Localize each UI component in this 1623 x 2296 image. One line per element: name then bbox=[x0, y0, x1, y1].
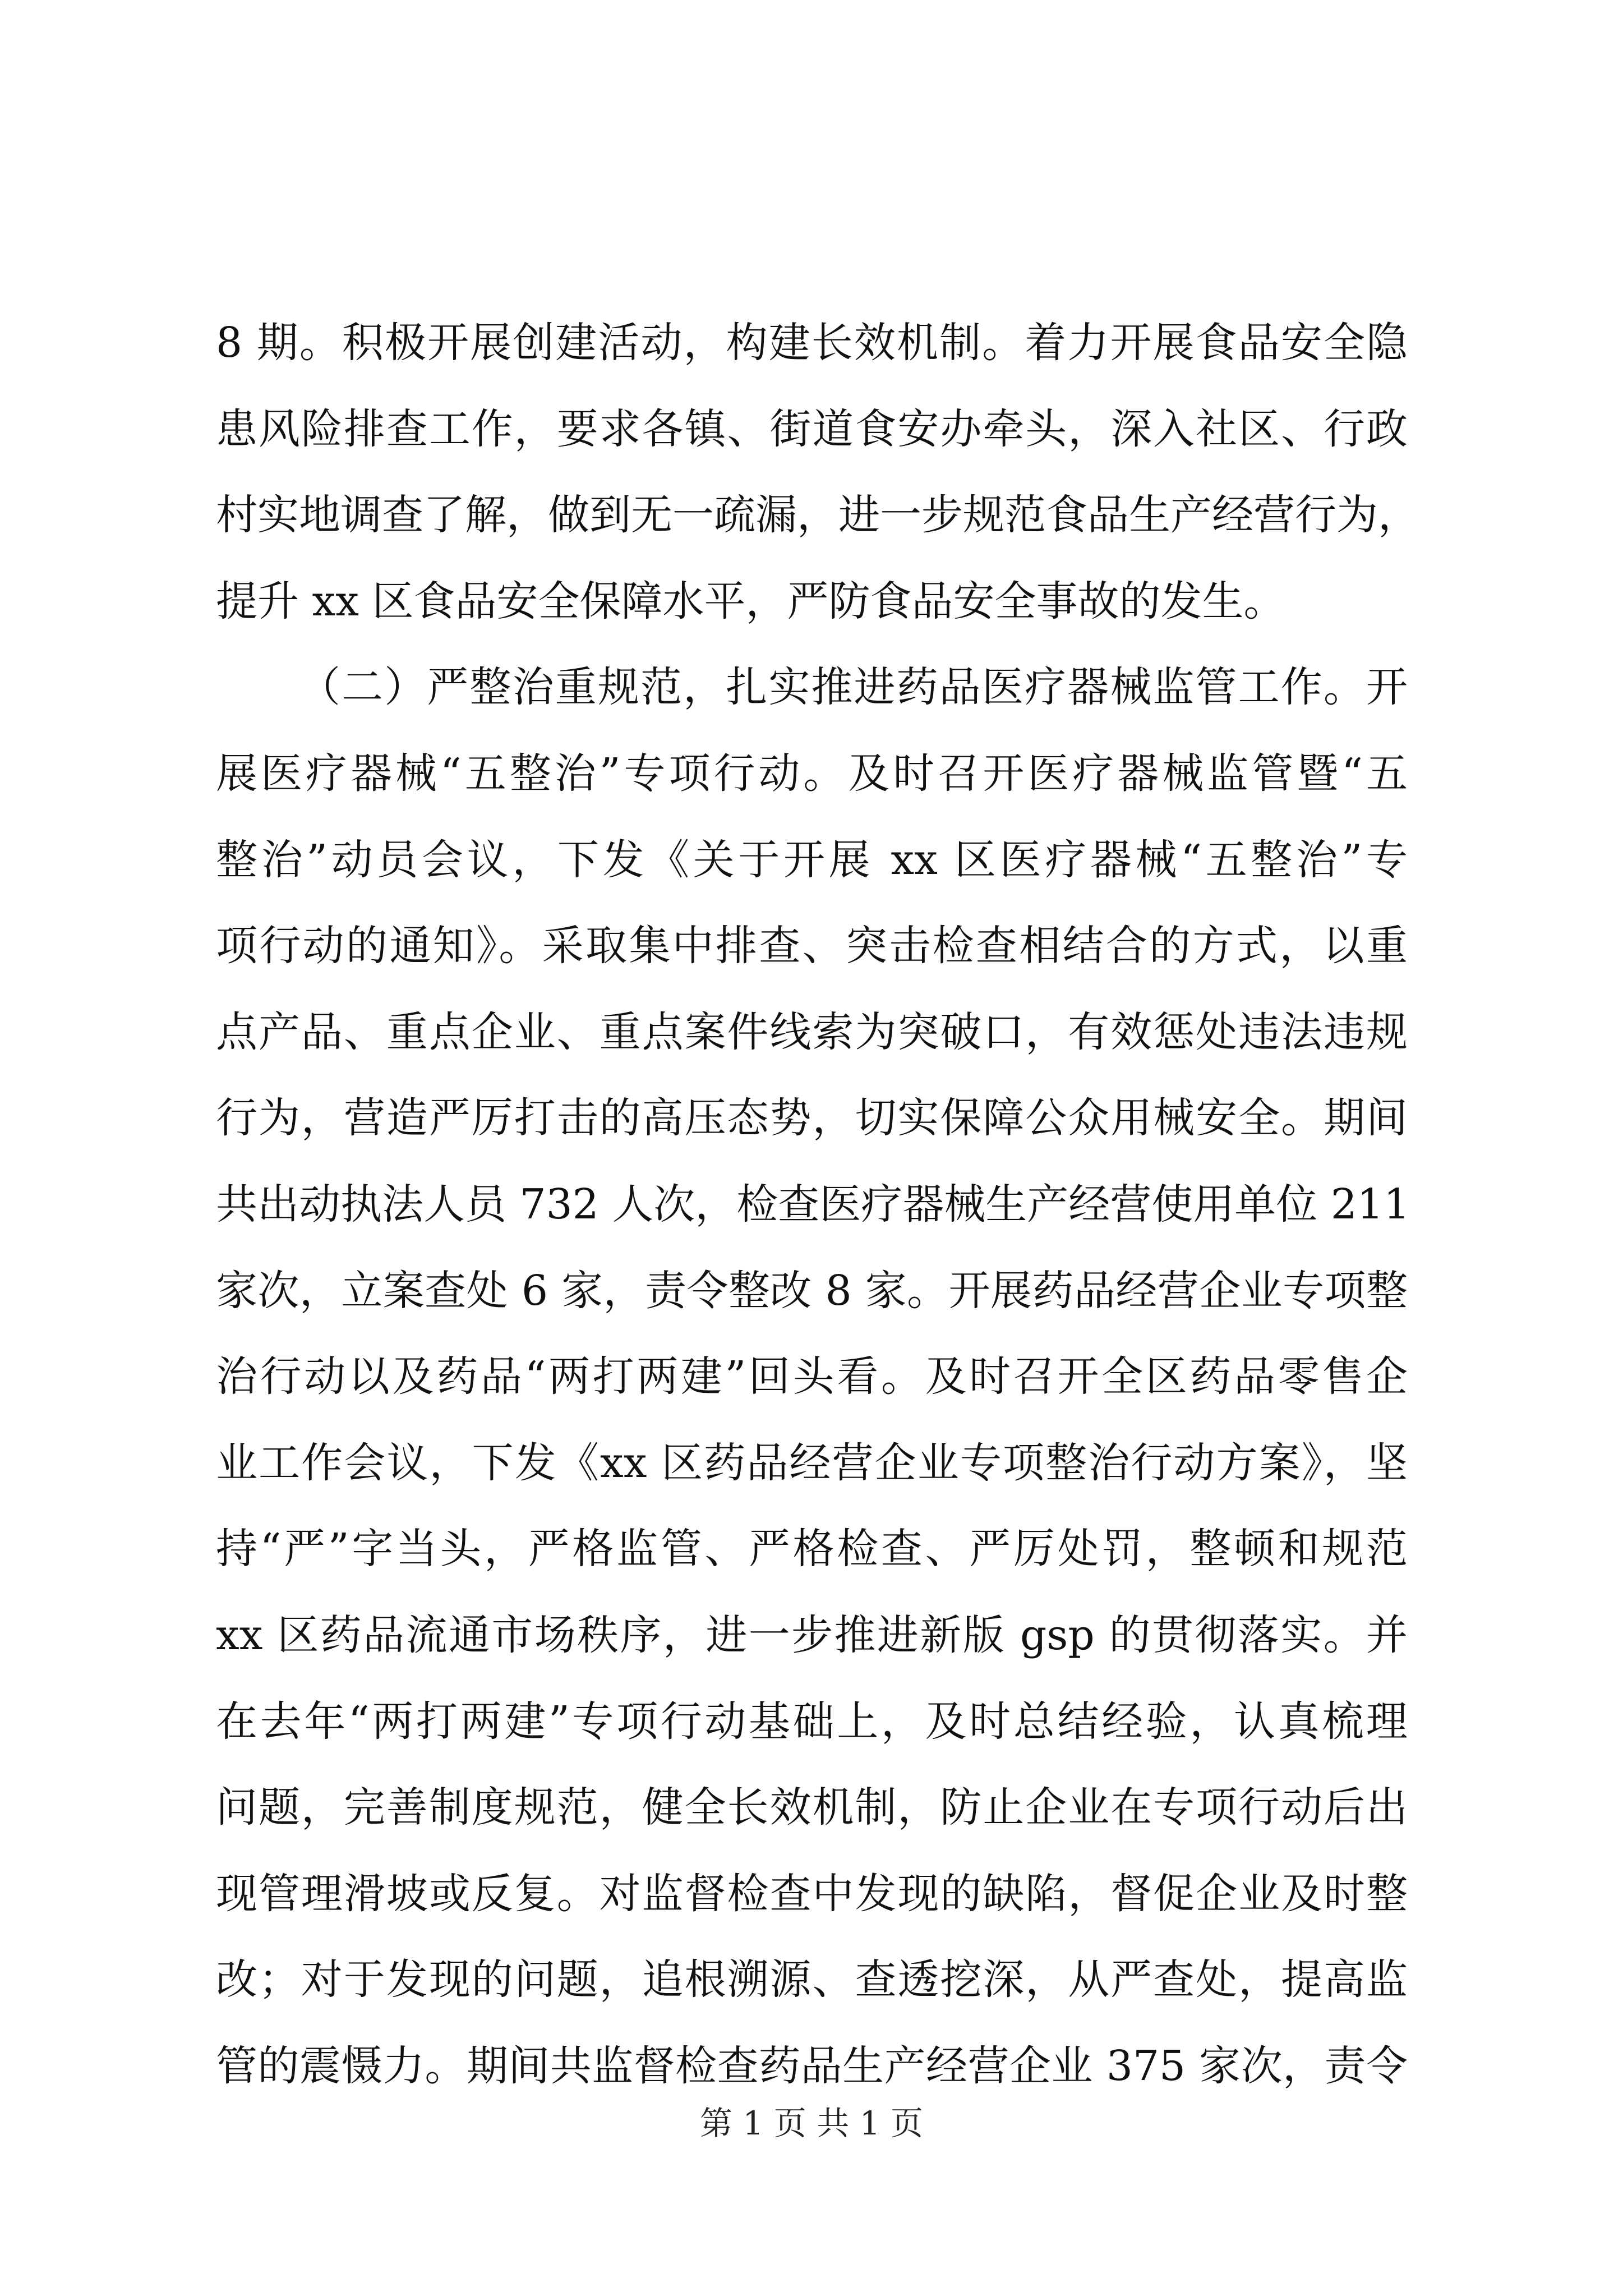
text-line: 整治”动员会议，下发《关于开展 xx 区医疗器械“五整治”专 bbox=[216, 835, 1408, 884]
text-line: 问题，完善制度规范，健全长效机制，防止企业在专项行动后出 bbox=[216, 1783, 1408, 1832]
text-line: 项行动的通知》。采取集中排查、突击检查相结合的方式，以重 bbox=[216, 922, 1408, 970]
text-line: 展医疗器械“五整治”专项行动。及时召开医疗器械监管暨“五 bbox=[216, 749, 1408, 798]
text-line: xx 区药品流通市场秩序，进一步推进新版 gsp 的贯彻落实。并 bbox=[216, 1611, 1408, 1659]
document-body bbox=[216, 300, 1419, 2109]
text-line: 行为，营造严厉打击的高压态势，切实保障公众用械安全。期间 bbox=[216, 1094, 1408, 1143]
text-line: 管的震慑力。期间共监督检查药品生产经营企业 375 家次，责令 bbox=[216, 2041, 1408, 2090]
text-line: 共出动执法人员 732 人次，检查医疗器械生产经营使用单位 211 bbox=[216, 1180, 1410, 1228]
text-line: 患风险排查工作，要求各镇、街道食安办牵头，深入社区、行政 bbox=[216, 404, 1408, 453]
page-footer bbox=[0, 2101, 1623, 2146]
text-line: 点产品、重点企业、重点案件线索为突破口，有效惩处违法违规 bbox=[216, 1007, 1408, 1056]
text-line: 提升 xx 区食品安全保障水平，严防食品安全事故的发生。 bbox=[216, 577, 1285, 625]
text-line: 在去年“两打两建”专项行动基础上，及时总结经验，认真梳理 bbox=[216, 1697, 1408, 1746]
text-line: 8 期。积极开展创建活动，构建长效机制。着力开展食品安全隐 bbox=[216, 319, 1408, 367]
text-line: 改；对于发现的问题，追根溯源、查透挖深，从严查处，提高监 bbox=[216, 1955, 1408, 2004]
page-number-label: 第 1 页 共 1 页 bbox=[700, 2104, 923, 2142]
text-line: 村实地调查了解，做到无一疏漏，进一步规范食品生产经营行为， bbox=[216, 491, 1419, 540]
section-heading-line: （二）严整治重规范，扎实推进药品医疗器械监管工作。开 bbox=[299, 663, 1408, 712]
text-line: 业工作会议，下发《xx 区药品经营企业专项整治行动方案》，坚 bbox=[216, 1438, 1408, 1487]
text-line: 治行动以及药品“两打两建”回头看。及时召开全区药品零售企 bbox=[216, 1352, 1408, 1401]
text-line: 家次，立案查处 6 家，责令整改 8 家。开展药品经营企业专项整 bbox=[216, 1266, 1408, 1315]
text-line: 持“严”字当头，严格监管、严格检查、严厉处罚，整顿和规范 bbox=[216, 1525, 1408, 1573]
text-line: 现管理滑坡或反复。对监督检查中发现的缺陷，督促企业及时整 bbox=[216, 1869, 1408, 1918]
